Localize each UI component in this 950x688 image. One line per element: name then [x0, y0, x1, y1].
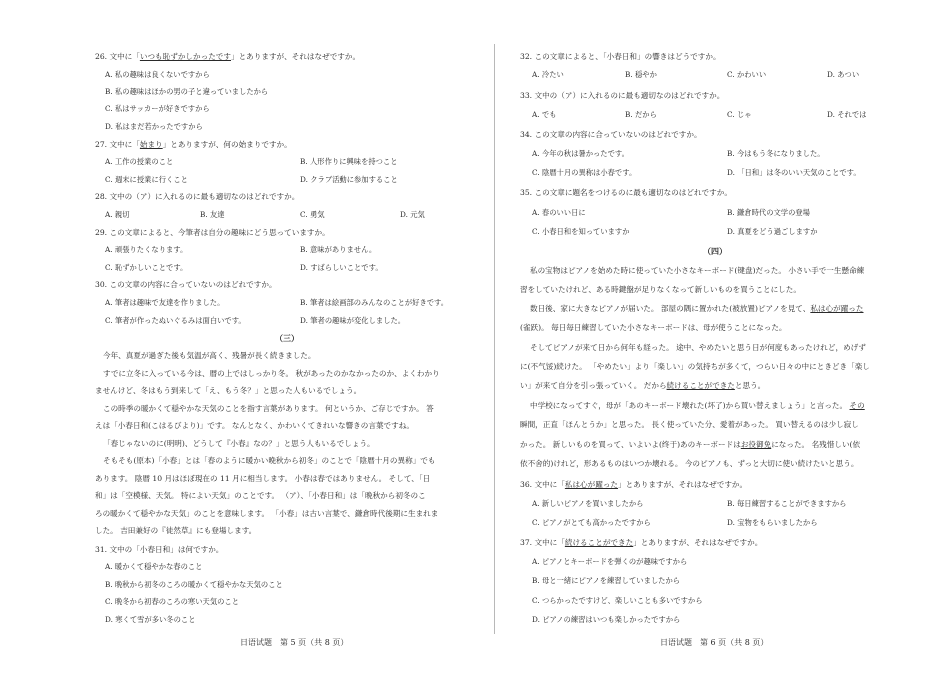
question-text: 」とありますが、それはなぜですか。 [633, 538, 763, 547]
question-35: 35. この文章に題名をつけるのに最も適切なのはどれですか。 [520, 188, 732, 197]
passage-line: 私の宝物はピアノを始めた時に使っていた小さなキーボード(键盘)だった。 小さい手で一生懸命練 [530, 266, 865, 275]
option-a: A. 新しいピアノを買いましたから [532, 499, 644, 508]
right-page [475, 0, 950, 688]
option-d: D. 宝物をもらいましたから [727, 518, 818, 527]
option-b: B. だから [625, 110, 657, 119]
option-d: D. あつい [827, 70, 860, 79]
option-a: A. 私の趣味は良くないですから [105, 70, 210, 79]
option-a: A. 筆者は趣味で友達を作りました。 [105, 298, 225, 307]
section-title: （三） [275, 333, 299, 343]
option-c: C. じゃ [727, 110, 752, 119]
question-text: 27. 文中に「 [95, 140, 140, 149]
passage-text: になった。 名残惜しい(依 [771, 440, 861, 449]
option-d: D. 真夏をどう過ごしますか [727, 227, 818, 236]
section-title: （四） [703, 246, 727, 256]
passage-line: 習をしていたけれど、ある時鍵盤が足りなくなって新しいものを買うことにした。 [520, 285, 801, 294]
option-c: C. ピアノがとても高かったですから [532, 518, 651, 527]
question-26 [95, 52, 360, 62]
passage-text: い」が来て自分を引っ張っていく。 だから [520, 381, 667, 390]
option-a: A. 頑張りたくなります。 [105, 245, 188, 254]
passage-line: すでに立冬に入っている今は、暦の上ではしっかり冬。 秋があったのかなかったのか、よくわかり [103, 369, 440, 378]
option-b: B. 鎌倉時代の文学の登場 [727, 208, 810, 217]
underlined-phrase: いつも恥ずかしかったです [139, 52, 231, 61]
option-c: C. 私はサッカーが好きですから [105, 104, 210, 113]
question-text: 26. 文中に「 [95, 52, 140, 61]
option-b: B. 私の趣味はほかの男の子と違っていましたから [105, 87, 269, 96]
question-27 [95, 140, 292, 150]
passage-text: かった。 新しいものを買って、いよいよ(终于)あのキーボードは [520, 440, 741, 449]
question-37 [520, 538, 762, 548]
option-b: B. 意味がありません。 [300, 245, 377, 254]
question-28: 28. 文中の（ア）に入れるのに最も適切なのはどれですか。 [95, 192, 300, 201]
question-33: 33. 文中の（ア）に入れるのに最も適切なのはどれですか。 [520, 91, 725, 100]
question-text: 」とありますが、何の始まりですか。 [162, 140, 292, 149]
option-b: B. 晩秋から初冬のころの暖かくて穏やかな天気のこと [105, 580, 283, 589]
option-d: D. それでは [827, 110, 867, 119]
option-c: C. 週末に授業に行くこと [105, 175, 188, 184]
option-a: A. 今年の秋は暑かったです。 [532, 149, 629, 158]
option-a: A. 暖かくて穏やかな春のこと [105, 562, 203, 571]
option-b: B. 筆者は絵画部のみんなのことが好きです。 [300, 298, 449, 307]
passage-line: 「春じゃないのに(明明)、どうして『小春』なの？」と思う人もいるでしょう。 [103, 439, 375, 448]
passage-line: 依不舍的)けれど，形あるものはいつか壊れる。 今のピアノも、ずっと大切に使い続けたいと思う。 [520, 459, 859, 468]
passage-line: えは「小春日和(こはるびより)」です。 なんとなく、かわいくてきれいな響きの言葉ですね。 [95, 421, 414, 430]
option-d: D. 私はまだ若かったですから [105, 122, 203, 131]
option-a: A. 春のいい日に [532, 208, 586, 217]
question-30: 30. この文章の内容に合っていないのはどれですか。 [95, 280, 277, 289]
option-d: D. 元気 [400, 210, 425, 219]
question-36 [520, 480, 747, 490]
question-text: 」とありますが、それはなぜですか。 [618, 480, 748, 489]
passage-line [530, 401, 865, 411]
passage-line [520, 440, 860, 450]
question-text: 」とありますが、それはなぜですか。 [231, 52, 361, 61]
option-d: D. 筆者の趣味が変化しました。 [300, 316, 406, 325]
passage-line: あります。 陰暦 10 月はほぼ現在の 11 月に相当します。 小春は春ではありません。 そして、「日 [95, 474, 431, 483]
option-b: B. 人形作りに興味を持つこと [300, 157, 398, 166]
underlined-phrase: 始まり [139, 140, 163, 149]
option-d: D. 寒くて雪が多い冬のこと [105, 615, 196, 624]
question-text: 36. 文中に「 [520, 480, 565, 489]
passage-text: 中学校になってすぐ，母が「あのキーボード壊れた(坏了)から買い替えましょう」と言った。 [530, 401, 850, 410]
option-d: D. 「日和」は冬のいい天気のことです。 [727, 168, 861, 177]
passage-line: に(不气馁)続けた。 「やめたい」より「楽しい」の気持ちが多くて，つらい日々の中にときどき「楽し [520, 362, 870, 371]
option-a: A. でも [532, 110, 557, 119]
underlined-phrase: 続けることができた [564, 538, 634, 547]
passage-text: と思う。 [734, 381, 766, 390]
passage-text: 数日後、家に大きなピアノが届いた。 部屋の隅に置かれた(被放置)ピアノを見て、 [530, 304, 811, 313]
question-31: 31. 文中の「小春日和」は何ですか。 [95, 545, 224, 554]
passage-line: そもそも(原本)「小春」とは「春のように暖かい晩秋から初冬」のことで「陰暦十月の異称」でも [103, 456, 436, 465]
passage-line: 今年、真夏が過ぎた後も気温が高く、残暑が長く続きました。 [103, 351, 316, 360]
option-a: A. ピアノとキーボードを弾くのが趣味ですから [532, 557, 688, 566]
option-d: D. ピアノの練習はいつも楽しかったですから [532, 615, 681, 624]
question-29: 29. この文章によると、今筆者は自分の趣味にどう思っていますか。 [95, 228, 330, 237]
option-b: B. 毎日練習することができますから [727, 499, 847, 508]
passage-line: ろの暖かくて穏やかな天気」のことを意味します。 「小春」は古い言葉で、鎌倉時代後期に生まれま [95, 509, 439, 518]
option-b: B. 母と一緒にピアノを練習していましたから [532, 576, 681, 585]
passage-line: ませんけど、冬はもう到来して「え、もう冬？」と思った人もいるでしょう。 [95, 386, 362, 395]
option-b: B. 友達 [200, 210, 225, 219]
option-c: C. 晩冬から初春のころの寒い天気のこと [105, 597, 240, 606]
option-c: C. つらかったですけど、楽しいことも多いですから [532, 596, 703, 605]
passage-line [520, 381, 765, 391]
passage-line [530, 304, 864, 314]
underlined-phrase: その [849, 401, 865, 410]
underlined-phrase: 私は心が躍った [564, 480, 619, 489]
passage-line: した。 吉田兼好の『徒然草』にも登場します。 [95, 526, 257, 535]
underlined-phrase: 私は心が躍った [810, 304, 864, 313]
option-a: A. 親切 [105, 210, 130, 219]
page-footer: 日语试题 第 6 页（共 8 页） [660, 638, 769, 647]
underlined-phrase: 続けることができた [666, 381, 735, 390]
passage-line: この時季の暖かくて穏やかな天気のことを指す言葉があります。 何というか、ご存じですか。 答 [103, 404, 434, 413]
option-a: A. 工作の授業のこと [105, 157, 174, 166]
passage-line: 和」は「空模様、天気。 特によい天気」のことです。 （ア）、「小春日和」は「晩秋から初冬のこ [95, 491, 426, 500]
option-c: C. 筆者が作ったぬいぐるみは面白いです。 [105, 316, 246, 325]
option-b: B. 今はもう冬になりました。 [727, 149, 825, 158]
option-c: C. かわいい [727, 70, 767, 79]
option-d: D. すばらしいことです。 [300, 263, 383, 272]
question-32: 32. この文章によると、「小春日和」の響きはどうですか。 [520, 52, 721, 61]
underlined-phrase: お役御免 [740, 440, 772, 449]
option-c: C. 勇気 [300, 210, 325, 219]
passage-line: 瞬間，正直「ほんとうか」と思った。 長く使っていた分、愛着があった。 買い替えるのは少し寂し [520, 420, 859, 429]
option-a: A. 冷たい [532, 70, 564, 79]
passage-line: そしてピアノが来て日から何年も経った。 途中、やめたいと思う日が何度もあったけれど，めげず [530, 343, 866, 352]
option-d: D. クラブ活動に参加すること [300, 175, 398, 184]
option-c: C. 小春日和を知っていますか [532, 227, 630, 236]
option-b: B. 穏やか [625, 70, 657, 79]
question-text: 37. 文中に「 [520, 538, 565, 547]
option-c: C. 恥ずかしいことです。 [105, 263, 188, 272]
passage-line: (雀跃)。 毎日毎日練習していた小さなキーボードは、母が使うことになった。 [520, 323, 787, 332]
option-c: C. 陰暦十月の異称は小春です。 [532, 168, 637, 177]
question-34: 34. この文章の内容に合っていないのはどれですか。 [520, 130, 702, 139]
page-footer: 日语试题 第 5 页（共 8 页） [240, 638, 349, 647]
